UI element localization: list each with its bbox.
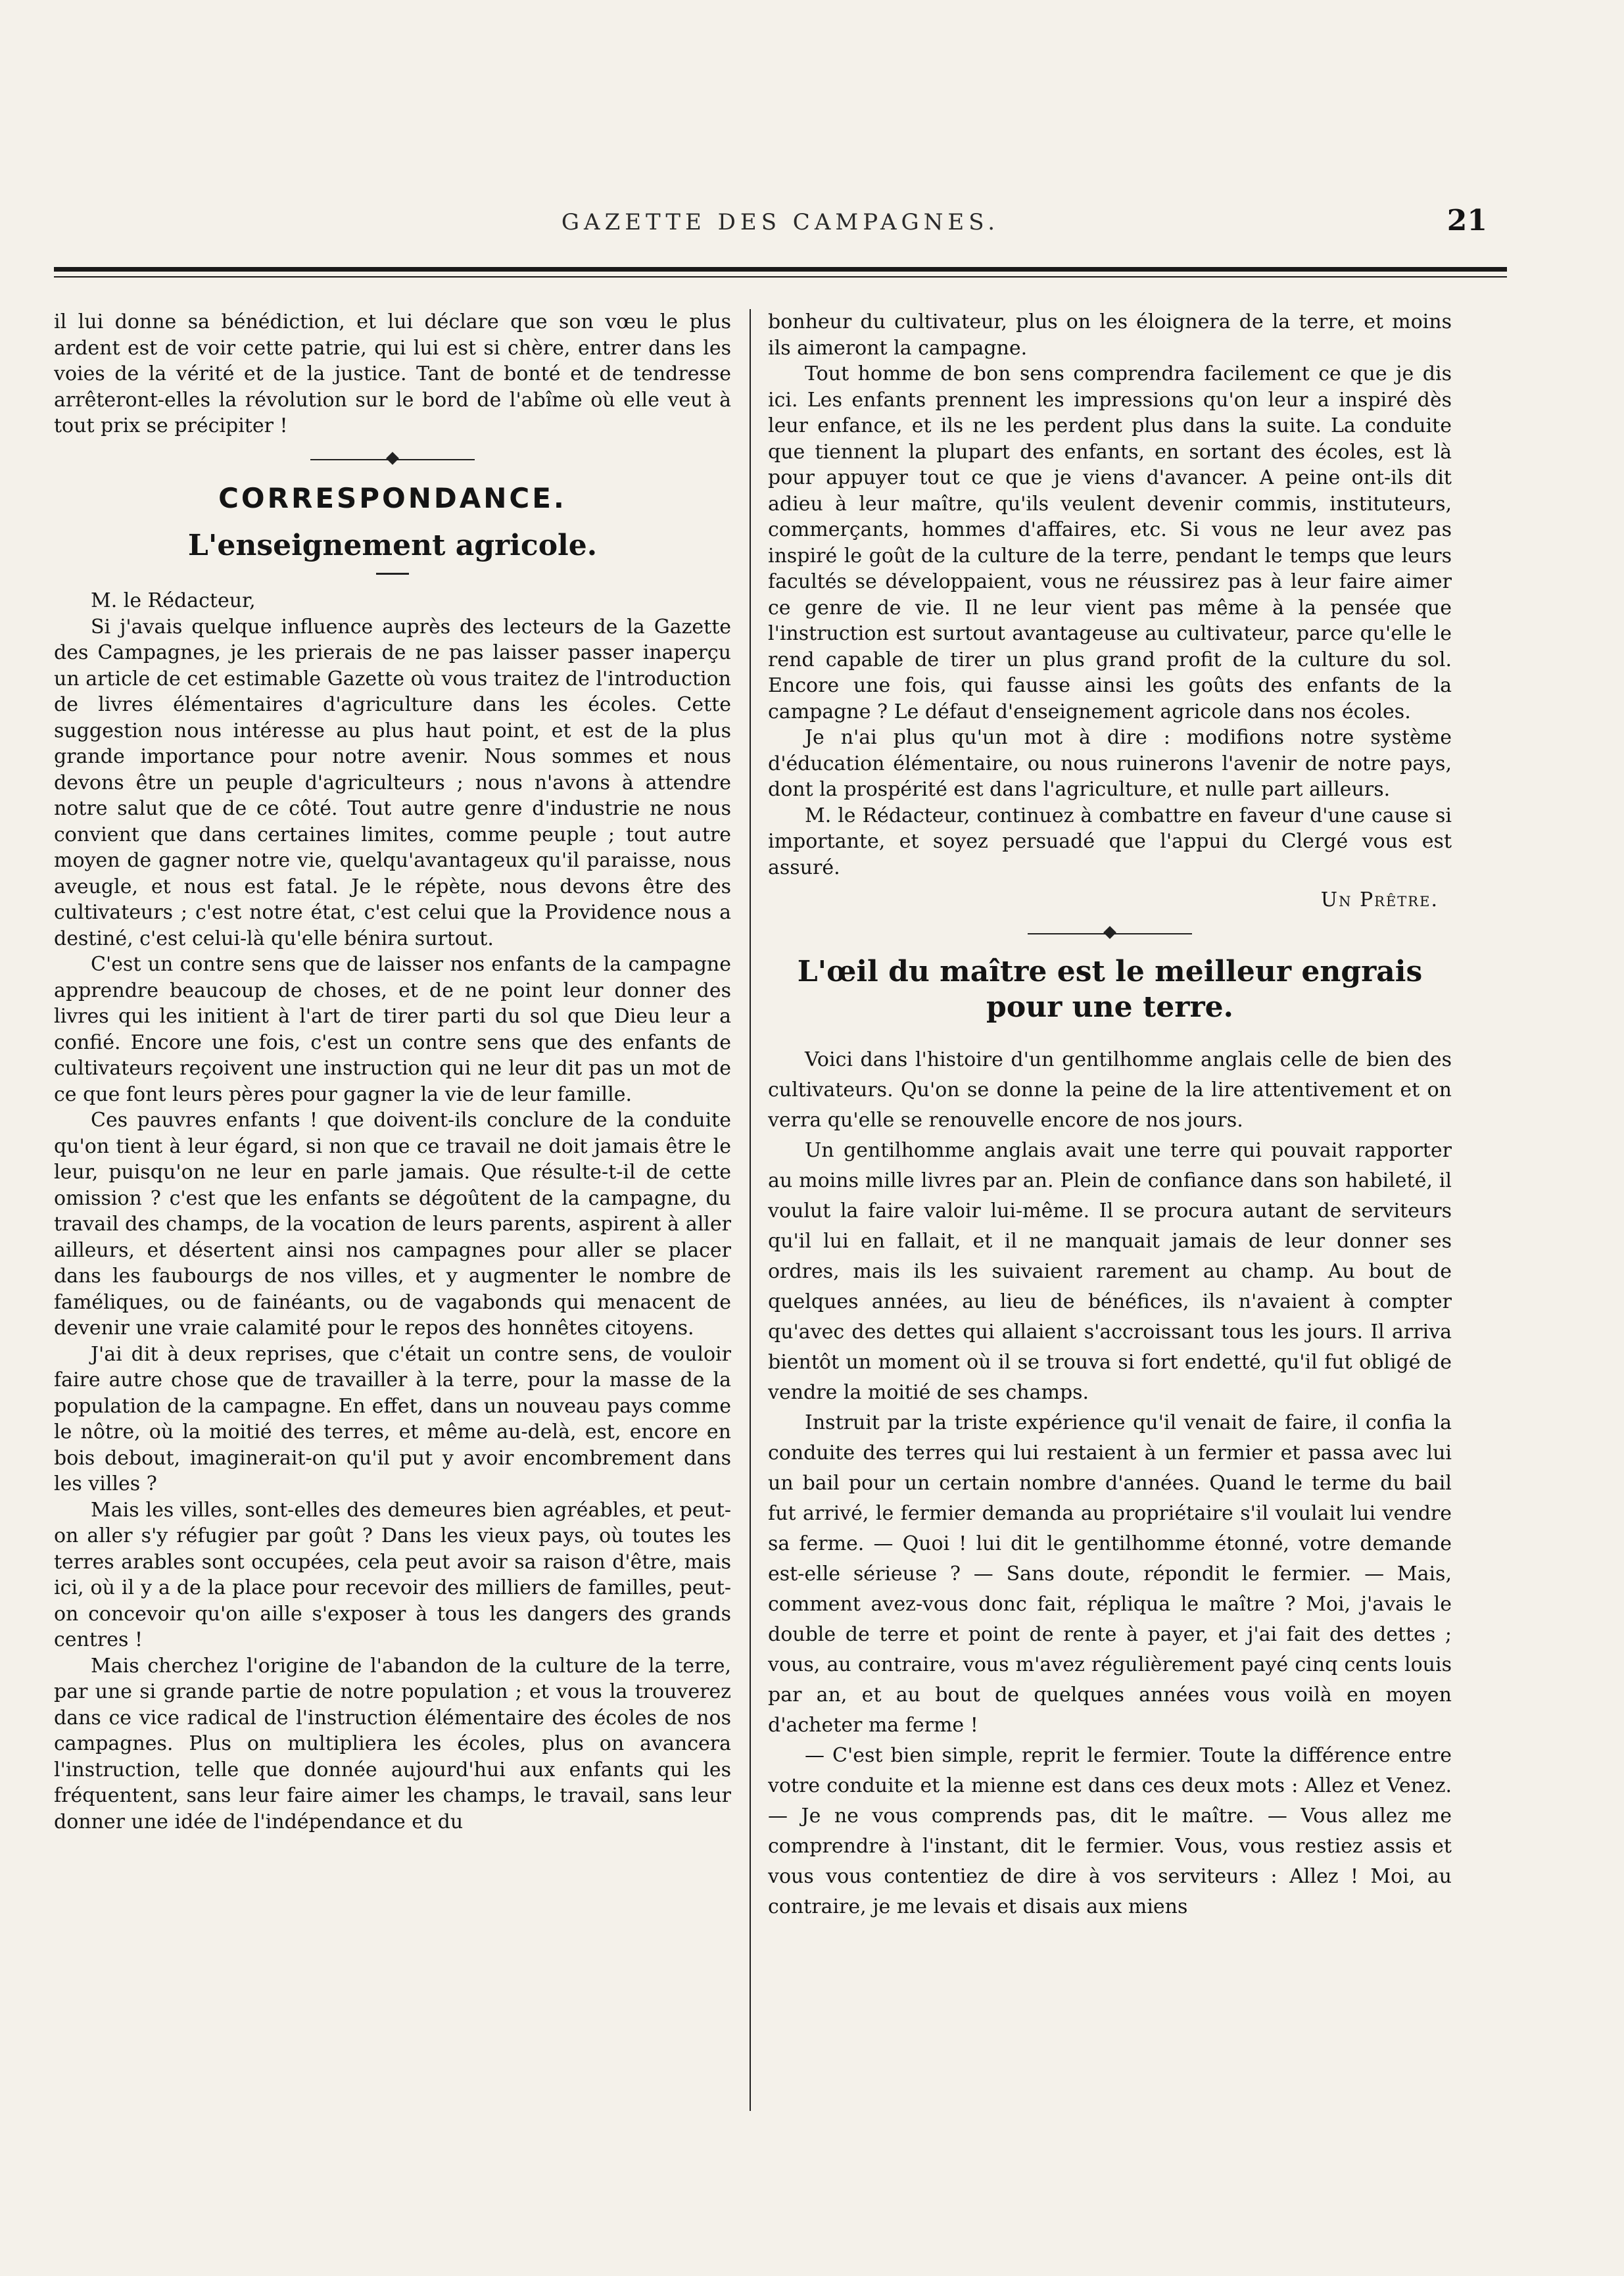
article-paragraph: Un gentilhomme anglais avait une terre qui pouvait rapporter au moins mille livres par an. Plein de confiance dans son habileté, il voulut la faire valoir lui-même. Il se procura autant de serviteurs qu'il lui en fallait, et il ne manquait jamais de leur donner ses ordres, mais ils les suivaient rarement au champ. Au bout de quelques années, au lieu de bénéfices, ils n'avaient à compter qu'avec des dettes qui allaient s'accroissant tous les jours. Il arriva bientôt un moment où il se trouva si fort endetté, qu'il fut obligé de vendre la moitié de ses champs. <box>768 1138 1452 1404</box>
article-paragraph: Mais les villes, sont-elles des demeures bien agréables, et peut-on aller s'y réfugier par goût ? Dans les vieux pays, où toutes les terres arables sont occupées, cela peut avoir sa raison d'être, mais ici, où il y a de la place pour recevoir des milliers de familles, peut-on concevoir qu'on aille s'exposer à tous les dangers des grands centres ! <box>54 1498 731 1651</box>
column-separator <box>750 309 751 2111</box>
article-title: L'enseignement agricole. <box>187 529 598 562</box>
article-title: L'œil du maître est le meilleur engrais pour une terre. <box>797 954 1423 1024</box>
article-paragraph: Tout homme de bon sens comprendra facilement ce que je dis ici. Les enfants prennent les impressions qu'on leur a inspiré dès leur enfance, et ils ne les perdent plus dans la suite. La conduite que tiennent la plupart des enfants, en sortant des écoles, est là pour appuyer tout ce que je viens d'avancer. A peine ont-ils dit adieu à leur maître, qu'ils veulent devenir commis, instituteurs, commerçants, hommes d'affaires, etc. Si vous ne leur avez pas inspiré le goût de la culture de la terre, pendant le temps que leurs facultés se développaient, vous ne réussirez pas à leur faire aimer ce genre de vie. Il ne leur vient pas même à la pensée que l'instruction est surtout avantageuse au cultivateur, parce qu'elle le rend capable de tirer un plus grand profit de la culture du sol. Encore une fois, qui fausse ainsi les goûts des enfants de la campagne ? Le défaut d'enseignement agricole dans nos écoles. <box>768 362 1452 723</box>
article-paragraph: M. le Rédacteur, continuez à combattre en faveur d'une cause si importante, et soyez persuadé que l'appui du Clergé vous est assuré. <box>768 804 1452 879</box>
carryover-paragraph: il lui donne sa bénédiction, et lui déclare que son vœu le plus ardent est de voir cette patrie, qui lui est si chère, entrer dans les voies de la vérité et de la justice. Tant de bonté et de tendresse arrêteront-elles la révolution sur le bord de l'abîme où elle veut à tout prix se précipiter ! <box>54 310 731 437</box>
page-number: 21 <box>1446 204 1487 237</box>
article-paragraph: Je n'ai plus qu'un mot à dire : modifions notre système d'éducation élémentaire, ou nous ruinerons l'avenir de notre pays, dont la prospérité est dans l'agriculture, et nulle part ailleurs. <box>768 726 1452 801</box>
section-ornament <box>310 456 475 463</box>
article-paragraph: C'est un contre sens que de laisser nos enfants de la campagne apprendre beaucoup de choses, et de ne point leur donner des livres qui les initient à l'art de tirer parti du sol que Dieu leur a confié. Encore une fois, c'est un contre sens que des enfants de cultivateurs reçoivent une instruction qui ne leur dit pas un mot de ce que font leurs pères pour gagner la vie de leur famille. <box>54 953 731 1106</box>
article-paragraph: Ces pauvres enfants ! que doivent-ils conclure de la conduite qu'on tient à leur égard, si non que ce travail ne doit jamais être le leur, puisqu'on ne leur en parle jamais. Que résulte-t-il de cette omission ? c'est que les enfants se dégoûtent de la campagne, du travail des champs, de la vocation de leurs parents, aspirent à aller ailleurs, et désertent ainsi nos campagnes pour aller se placer dans les faubourgs de nos villes, et y augmenter le nombre de faméliques, ou de fainéants, ou de vagabonds qui menacent de devenir une vraie calamité pour le repos des honnêtes citoyens. <box>54 1109 731 1340</box>
running-title: GAZETTE DES CAMPAGNES. <box>561 209 1000 235</box>
running-header <box>54 204 1507 249</box>
header-rule-thin <box>54 276 1507 278</box>
section-title: CORRESPONDANCE. <box>218 481 567 514</box>
article-paragraph: Mais cherchez l'origine de l'abandon de la culture de la terre, par une si grande partie de notre population ; et vous la trouverez dans ce vice radical de l'instruction élémentaire des écoles de nos campagnes. Plus on multipliera les écoles, plus on avancera l'instruction, telle que donnée aujourd'hui aux enfants qui les fréquentent, sans leur faire aimer les champs, le travail, sans leur donner une idée de l'indépendance et du <box>54 1654 731 1833</box>
signature: Un Prêtre. <box>1320 888 1439 911</box>
article-paragraph: Si j'avais quelque influence auprès des lecteurs de la Gazette des Campagnes, je les prierais de ne pas laisser passer inaperçu un article de cet estimable Gazette où vous traitez de l'introduction de livres élémentaires d'agriculture dans les écoles. Cette suggestion nous intéresse au plus haut point, et est de la plus grande importance pour notre avenir. Nous sommes et nous devons être un peuple d'agriculteurs ; nous n'avons à attendre notre salut que de ce côté. Tout autre genre d'industrie ne nous convient que dans certaines limites, comme peuple ; tout autre moyen de gagner notre vie, quelqu'avantageux qu'il paraisse, nous aveugle, et nous est fatal. Je le répète, nous devons être des cultivateurs ; c'est notre état, c'est celui que la Providence nous a destiné, c'est celui-là qu'elle bénira surtout. <box>54 615 731 950</box>
article-paragraph: Instruit par la triste expérience qu'il venait de faire, il confia la conduite des terres qui lui restaient à un fermier et passa avec lui un bail pour un certain nombre d'années. Quand le terme du bail fut arrivé, le fermier demanda au propriétaire s'il voulait lui vendre sa ferme. — Quoi ! lui dit le gentilhomme étonné, votre demande est-elle sérieuse ? — Sans doute, répondit le fermier. — Mais, comment avez-vous donc fait, répliqua le maître ? Moi, j'avais le double de terre et point de rente à payer, et j'ai fait des dettes ; vous, au contraire, vous m'avez régulièrement payé cinq cents louis par an, et au bout de quelques années vous voilà en moyen d'acheter ma ferme ! <box>768 1411 1452 1737</box>
left-column <box>54 309 731 2124</box>
carryover-paragraph: bonheur du cultivateur, plus on les éloignera de la terre, et moins ils aimeront la campagne. <box>768 310 1452 360</box>
article-paragraph: Voici dans l'histoire d'un gentilhomme anglais celle de bien des cultivateurs. Qu'on se donne la peine de la lire attentivement et on verra qu'elle se renouvelle encore de nos jours. <box>768 1048 1452 1132</box>
article-body <box>768 1045 1452 1922</box>
header-rule-thick <box>54 267 1507 272</box>
article-paragraph: — C'est bien simple, reprit le fermier. Toute la différence entre votre conduite et la mienne est dans ces deux mots : Allez et Venez. — Je ne vous comprends pas, dit le maître. — Vous allez me comprendre à l'instant, dit le fermier. Vous, vous restiez assis et vous vous contentiez de dire à vos serviteurs : Allez ! Moi, au contraire, je me levais et disais aux miens <box>768 1743 1452 1918</box>
salutation: M. le Rédacteur, <box>91 589 256 612</box>
title-rule <box>376 573 409 575</box>
right-column <box>768 309 1452 2124</box>
section-ornament <box>1028 931 1192 937</box>
article-paragraph: J'ai dit à deux reprises, que c'était un contre sens, de vouloir faire autre chose que de travailler à la terre, pour la masse de la population de la campagne. En effet, dans un nouveau pays comme le nôtre, où la moitié des terres, et même au-delà, est, encore en bois debout, imaginerait-on qu'il put y avoir encombrement dans les villes ? <box>54 1342 731 1495</box>
